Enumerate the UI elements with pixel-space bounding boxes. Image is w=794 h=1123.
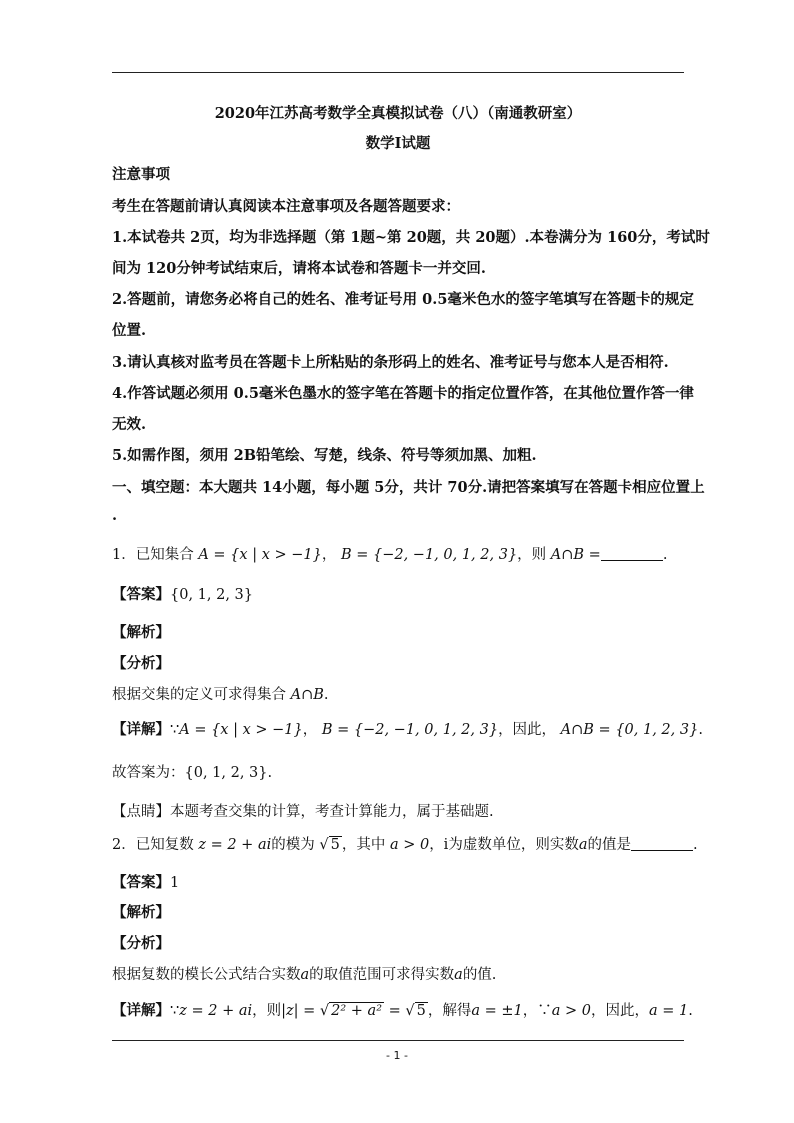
- q2-end: .: [692, 837, 698, 853]
- notice-item-2-cont: 位置.: [112, 322, 147, 339]
- q2-detail-then: ，则: [252, 1003, 282, 1019]
- q2-detail-end: .: [688, 1003, 693, 1019]
- q2-analysis-end: 的值.: [462, 967, 497, 983]
- q2-jiexi: 【解析】: [112, 904, 170, 921]
- q1-detail-therefore: ，因此，: [498, 722, 557, 738]
- q1-final-answer: {0, 1, 2, 3}: [184, 765, 268, 781]
- q1-ask: ，则: [517, 547, 547, 563]
- question-1: [112, 545, 684, 565]
- q2-analysis-var2: a: [454, 967, 463, 983]
- q1-end: .: [662, 547, 668, 563]
- q2-detail-mod: |z| =: [281, 1003, 316, 1019]
- notice-item-5: 5.如需作图，须用 2B铅笔绘、写楚，线条、符号等须加黑、加粗.: [112, 447, 537, 464]
- q1-jiexi: 【解析】: [112, 624, 170, 641]
- q1-comma: ，: [321, 547, 337, 563]
- q1-answer-blank: [601, 546, 663, 561]
- q1-analysis: [112, 685, 684, 705]
- q1-analysis-end: .: [323, 687, 329, 703]
- q2-analysis-var: a: [300, 967, 310, 983]
- notice-item-1: 1.本试卷共 2页，均为非选择题（第 1题~第 20题，共 20题）.本卷满分为 160分，考试时: [112, 229, 710, 246]
- notice-item-4-cont: 无效.: [112, 416, 147, 433]
- q2-detail-sqrt: √ 2² + a²: [319, 1003, 383, 1019]
- notice-heading: 注意事项: [112, 166, 170, 183]
- bottom-rule: [112, 1040, 684, 1041]
- q2-fenxi: 【分析】: [112, 935, 170, 952]
- notice-intro: 考生在答题前请认真阅读本注意事项及各题答题要求：: [112, 198, 460, 215]
- notice-item-2: 2.答题前，请您务必将自己的姓名、准考证号用 0.5毫米色水的签字笔填写在答题卡的规定: [112, 291, 694, 308]
- q2-answer: 1: [170, 875, 180, 891]
- q2-detail-sqrt5: √ 5: [405, 1003, 426, 1019]
- q2-sqrt5: √ 5: [319, 837, 340, 853]
- page-subtitle: 数学Ⅰ试题: [365, 135, 431, 152]
- q2-detail-result: a = 1: [649, 1003, 689, 1019]
- q1-detail-result: A∩B = {0, 1, 2, 3}: [560, 722, 699, 738]
- q2-analysis-text2: 的取值范围可求得实数: [309, 967, 455, 983]
- q2-answer-blank: [631, 836, 693, 851]
- q1-final-text: 故答案为：: [112, 765, 185, 781]
- q2-cond-text: ，其中: [341, 837, 386, 853]
- section-heading: 一、填空题：本大题共 14小题，每小题 5分，共计 70分.请把答案填写在答题卡相应位置上: [112, 479, 705, 496]
- q2-prefix: 2．已知复数: [112, 837, 194, 853]
- question-2: [112, 835, 698, 855]
- q2-detail-therefore: ，因此，: [591, 1003, 650, 1019]
- notice-item-4: 4.作答试题必须用 0.5毫米色墨水的签字笔在答题卡的指定位置作答，在其他位置作答一律: [112, 385, 694, 402]
- q1-set-a: A = {x | x > −1}: [198, 547, 322, 563]
- q1-detail-tag: 【详解】: [112, 721, 170, 738]
- q2-z-def: z = 2 + ai: [198, 837, 272, 853]
- q1-answer: {0, 1, 2, 3}: [170, 587, 254, 603]
- q1-set-b: B = {−2, −1, 0, 1, 2, 3}: [340, 547, 518, 563]
- top-rule: [112, 72, 684, 73]
- q1-detail-set-b: B = {−2, −1, 0, 1, 2, 3}: [321, 722, 499, 738]
- q1-final: [112, 763, 684, 783]
- q1-final-end: .: [267, 765, 273, 781]
- q2-detail-eq: =: [388, 1003, 401, 1019]
- q2-analysis-text1: 根据复数的模长公式结合实数: [112, 967, 301, 983]
- q1-answer-tag: 【答案】: [112, 586, 170, 603]
- q2-mod-text: 的模为: [271, 837, 315, 853]
- q1-analysis-expr: A∩B: [290, 687, 324, 703]
- q1-detail-set-a: A = {x | x > −1}: [179, 722, 303, 738]
- q2-detail-pm: a = ±1: [471, 1003, 523, 1019]
- q2-ask: 的值是: [587, 837, 631, 853]
- q1-fenxi: 【分析】: [112, 655, 170, 672]
- q2-detail-comma: ，: [522, 1003, 538, 1019]
- q2-mid-text: ，i为虚数单位，则实数: [429, 837, 579, 853]
- q2-detail-z: z = 2 + ai: [179, 1003, 253, 1019]
- q1-prefix: 1．已知集合: [112, 547, 194, 563]
- page-number: - 1 -: [386, 1049, 408, 1062]
- q2-detail-cond: a > 0: [551, 1003, 592, 1019]
- q2-detail-solve: ，解得: [427, 1003, 472, 1019]
- q2-answer-tag: 【答案】: [112, 874, 170, 891]
- q2-detail: [112, 1001, 693, 1021]
- q2-detail-sqrt5-radicand: 5: [416, 1003, 426, 1019]
- q2-detail-radicand: 2² + a²: [331, 1003, 383, 1019]
- q2-var-a: a: [578, 837, 588, 853]
- q1-expr: A∩B =: [550, 547, 601, 563]
- q2-detail-since: ∵: [170, 1003, 180, 1019]
- q1-analysis-text: 根据交集的定义可求得集合: [112, 687, 286, 703]
- q2-detail-tag: 【详解】: [112, 1002, 170, 1019]
- q1-detail-since: ∵: [170, 722, 180, 738]
- page-title: 2020年江苏高考数学全真模拟试卷（八）（南通教研室）: [214, 105, 582, 122]
- q1-detail: [112, 720, 703, 740]
- q1-comment: 【点睛】本题考查交集的计算，考查计算能力，属于基础题.: [112, 804, 494, 820]
- q2-sqrt5-radicand: 5: [330, 837, 340, 853]
- q2-answer-line: [112, 873, 684, 893]
- q1-detail-comma: ，: [302, 722, 318, 738]
- q1-detail-end: .: [698, 722, 703, 738]
- notice-item-3: 3.请认真核对监考员在答题卡上所粘贴的条形码上的姓名、准考证号与您本人是否相符.: [112, 354, 669, 371]
- q1-answer-line: [112, 585, 684, 605]
- q2-analysis: [112, 965, 684, 985]
- q2-cond: a > 0: [389, 837, 430, 853]
- q2-detail-since2: ∵: [537, 1003, 552, 1019]
- notice-item-1-cont: 间为 120分钟考试结束后，请将本试卷和答题卡一并交回.: [112, 260, 486, 277]
- section-heading-cont: .: [112, 507, 118, 524]
